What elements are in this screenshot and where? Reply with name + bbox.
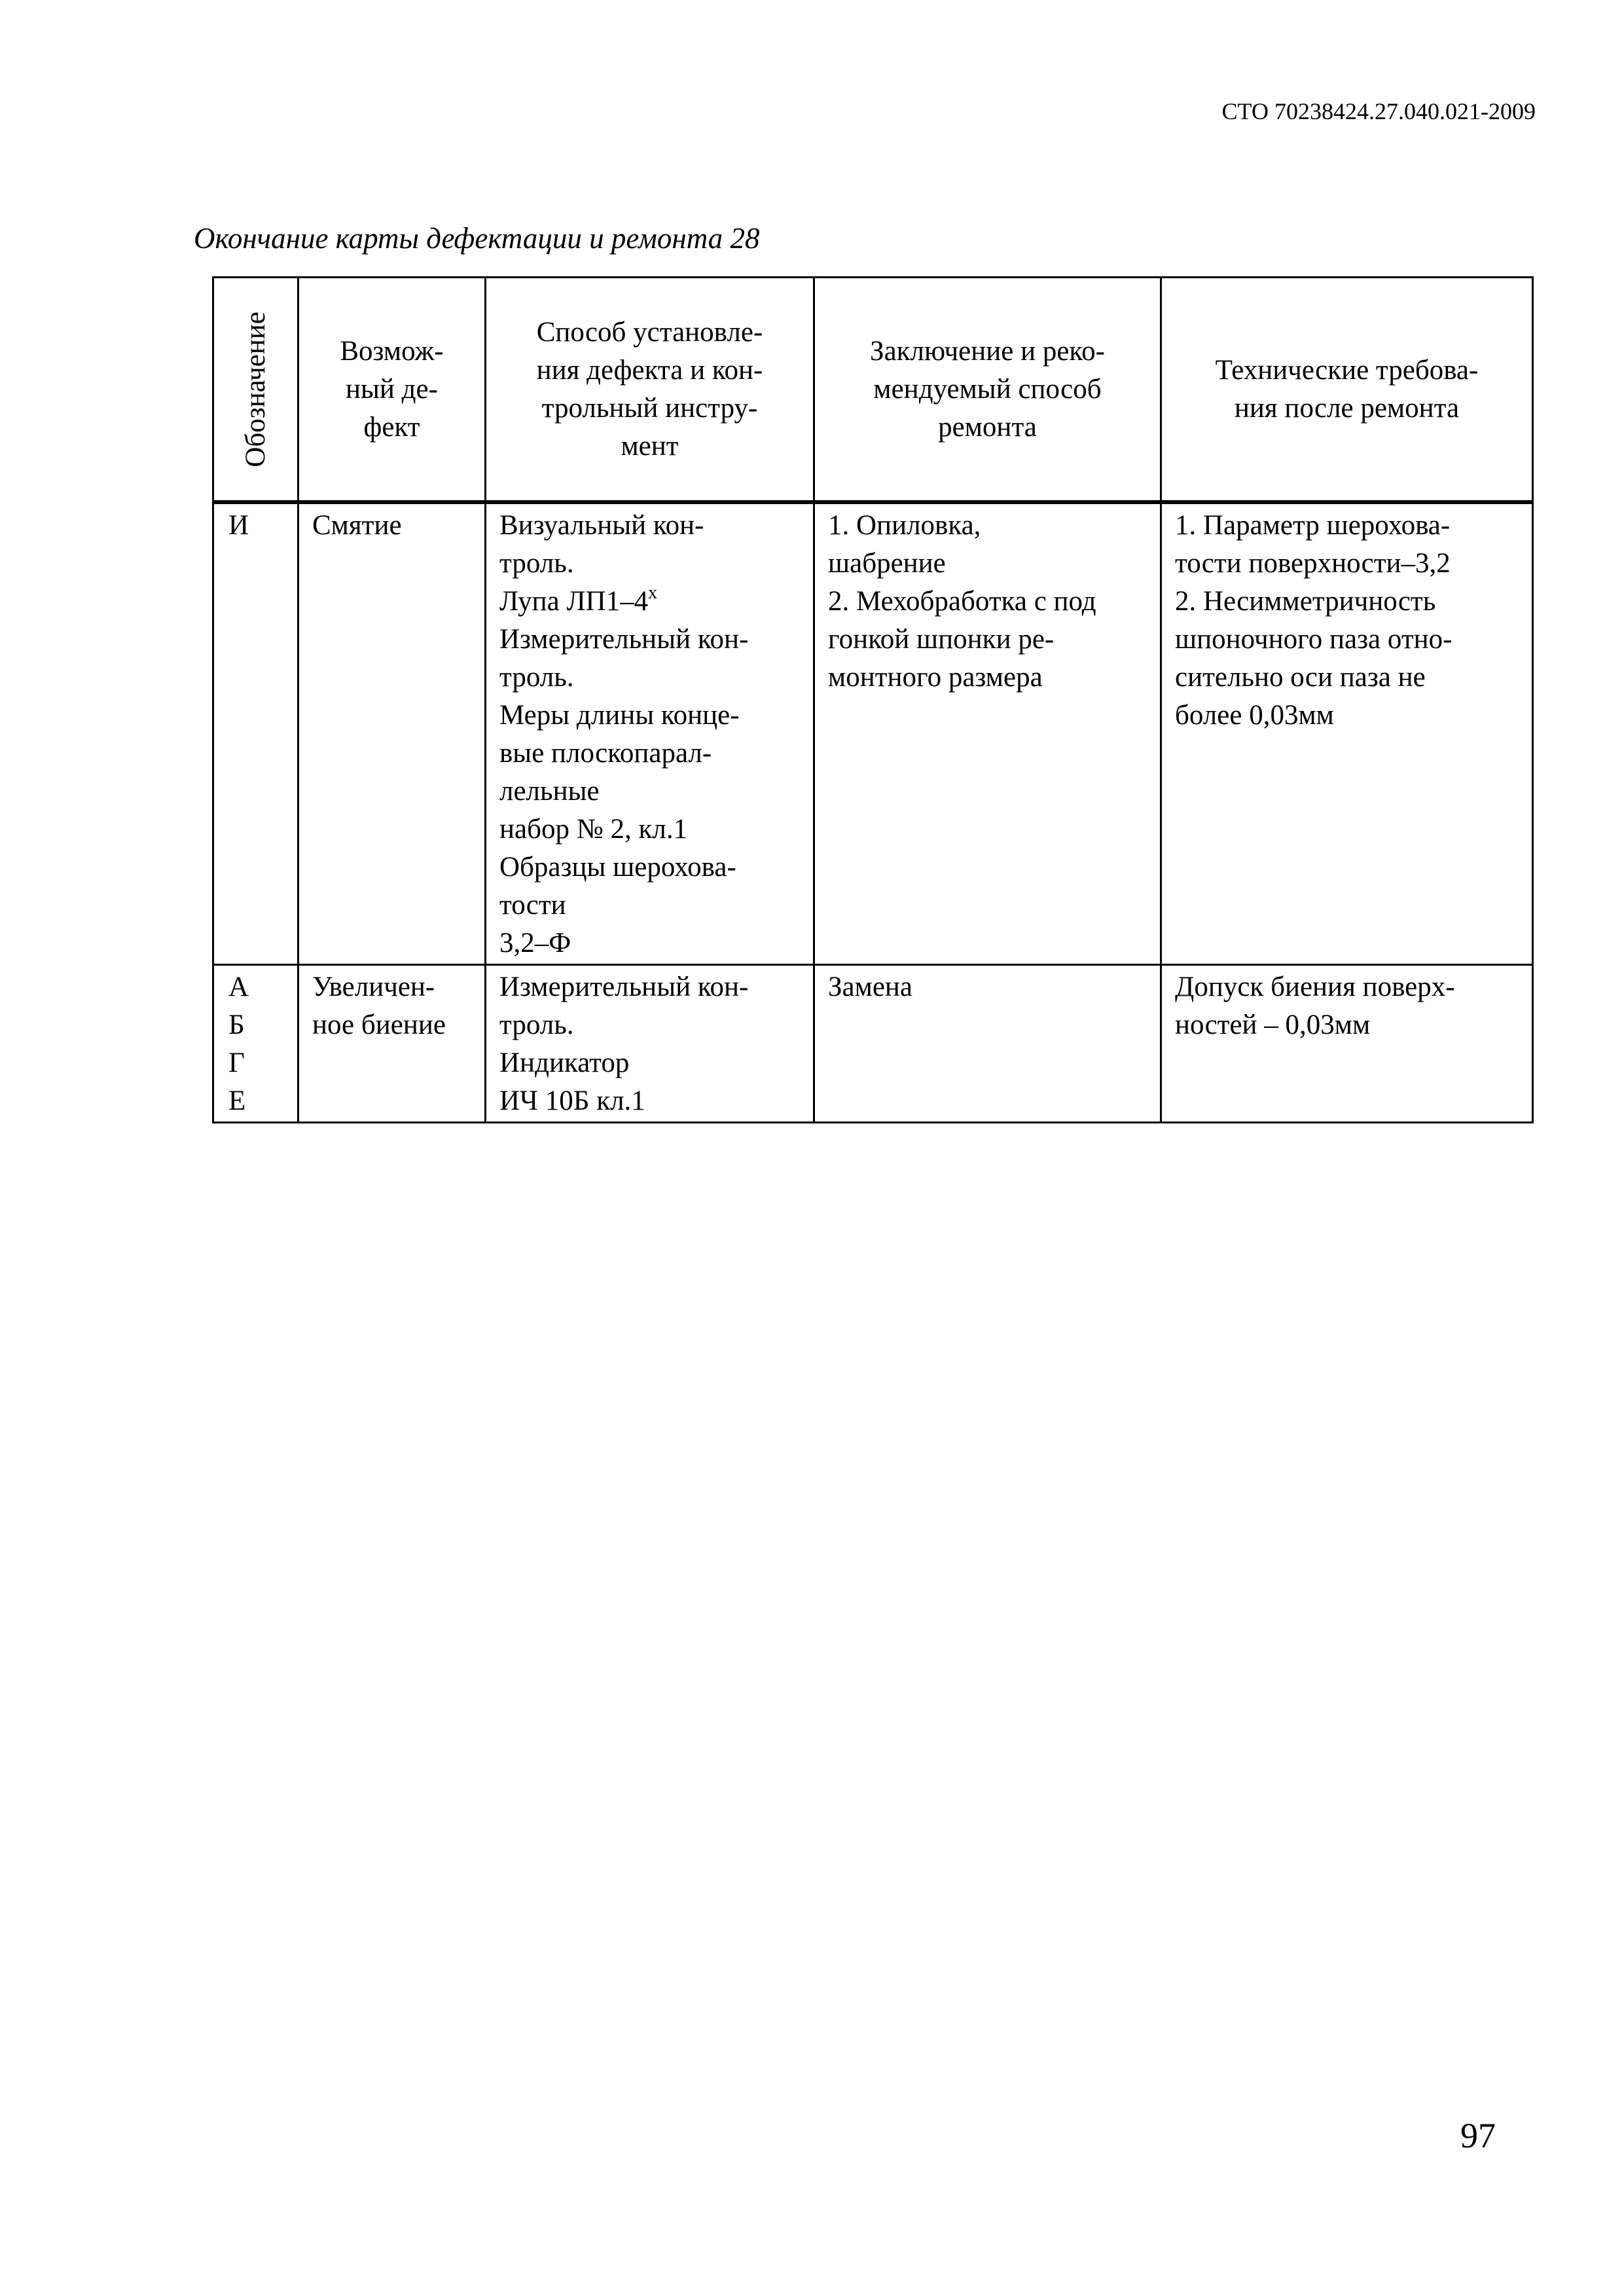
header-detection-method: Способ установле- ния дефекта и кон- трольный инстру- мент <box>486 278 814 503</box>
document-code: СТО 70238424.27.040.021-2009 <box>1221 98 1536 124</box>
cell-requirements: 1. Параметр шерохова- тости поверхности–3,2 2. Несимметричность шпоночного паза отно- сительно оси паза не более 0,03мм <box>1161 502 1533 965</box>
cell-method: Измерительный кон- троль. Индикатор ИЧ 10Б кл.1 <box>486 965 814 1123</box>
page-number: 97 <box>1460 2116 1496 2155</box>
header-requirements: Технические требова- ния после ремонта <box>1161 278 1533 503</box>
header-possible-defect: Возмож- ный де- фект <box>298 278 486 503</box>
table-row <box>213 502 1533 965</box>
cell-defect: Смятие <box>298 502 486 965</box>
cell-conclusion: 1. Опиловка, шабрение 2. Мехобработка с под гонкой шпонки ре- монтного размера <box>814 502 1161 965</box>
header-designation-label: Обозначение <box>240 311 271 467</box>
cell-designation: И <box>213 502 298 965</box>
defect-repair-table <box>212 276 1534 1123</box>
magnifier-line: Лупа $ЛП1-4^х$ <box>499 583 658 617</box>
cell-designation: А Б Г Е <box>213 965 298 1123</box>
table-row <box>213 965 1533 1123</box>
header-designation <box>213 278 298 503</box>
cell-requirements: Допуск биения поверх- ностей – 0,03мм <box>1161 965 1533 1123</box>
superscript-x: х <box>648 583 658 603</box>
table-caption: Окончание карты дефектации и ремонта 28 <box>194 222 760 255</box>
header-conclusion: Заключение и реко- мендуемый способ ремонта <box>814 278 1161 503</box>
cell-method: Визуальный кон- троль. Лупа $ЛП1-4^х$ Измерительный кон- троль. Меры длины конце- вые плоскопарал- лельные набор № 2, кл.1 Образцы шерохова- тости 3,2–Ф <box>486 502 814 965</box>
table-header-row <box>213 278 1533 503</box>
cell-defect: Увеличен- ное биение <box>298 965 486 1123</box>
cell-conclusion: Замена <box>814 965 1161 1123</box>
